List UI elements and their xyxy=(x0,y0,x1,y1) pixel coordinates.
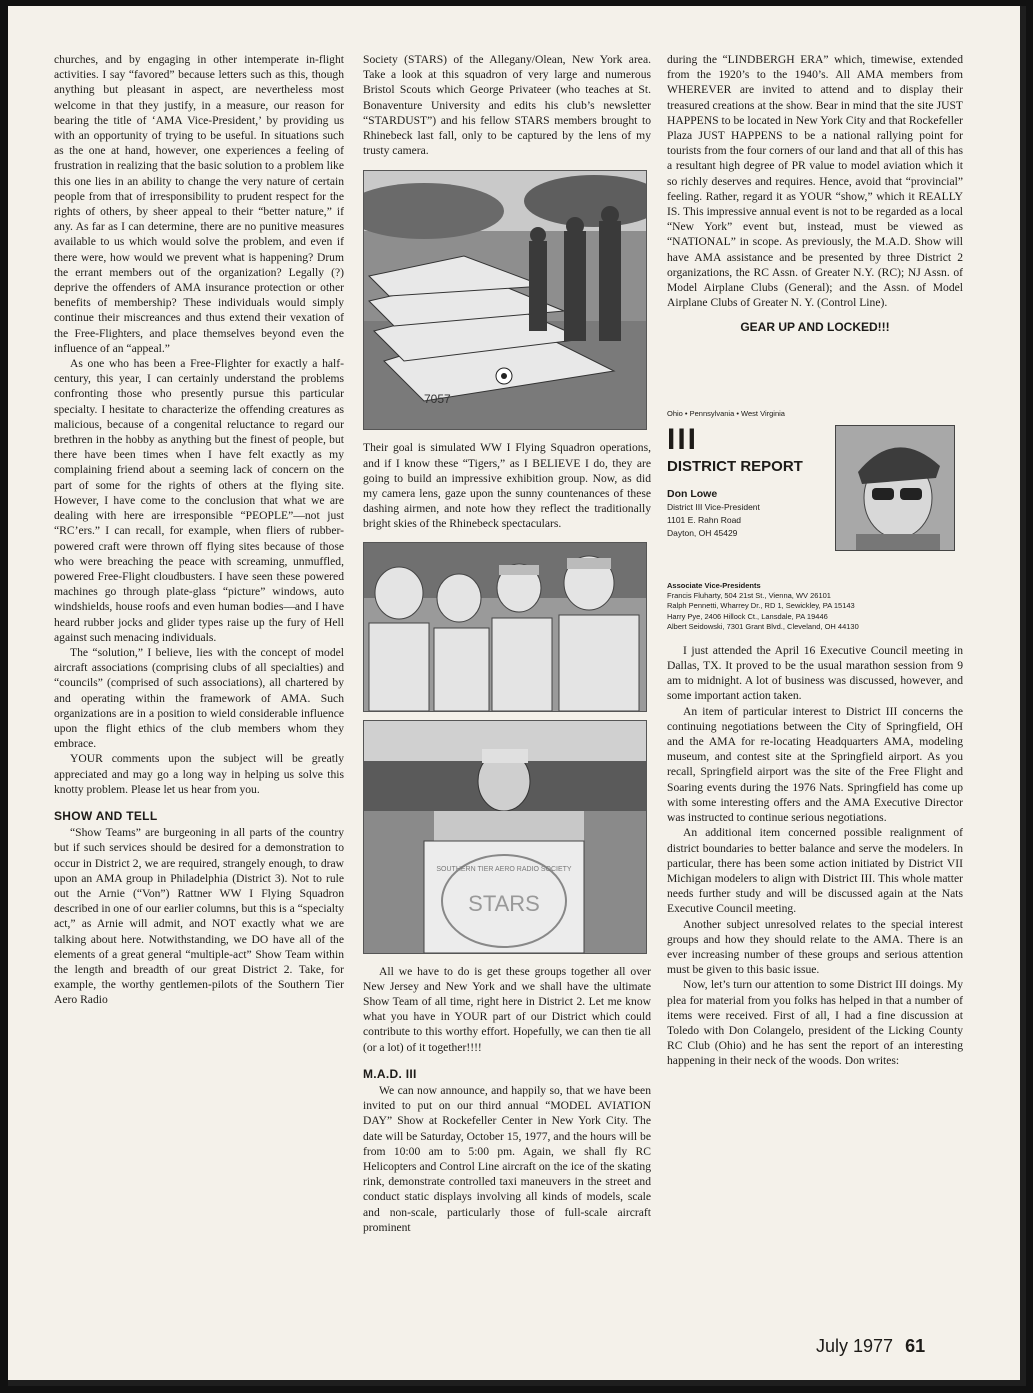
paragraph: An additional item concerned possible realignment of district boundaries to better balance and serve the modelers. In particular, there has been some action initiated by District VII Michigan modelers to align with District III. This whole matter needs further study and will be discussed again at the Nats Executive Council meeting. xyxy=(667,826,963,916)
paragraph: Another subject unresolved relates to the special interest groups and how they should relate to the AMA. There is an ever increasing number of these groups and serious attention must be given to this basic issue. xyxy=(667,917,963,977)
magazine-page xyxy=(8,6,1026,1386)
district-header xyxy=(667,422,963,575)
airplane-number: 7057 xyxy=(424,392,451,407)
issue-date: July 1977 xyxy=(816,1336,894,1356)
paragraph: All we have to do is get these groups together all over New Jersey and New York and we shall have the ultimate Show Team of all time, right here in District 2. Let me know what you have in YOUR part of our District which could contribute to this worthy effort. Hopefully, we can then tie all (or a lot) of it together!!!! xyxy=(363,964,651,1054)
page-number: 61 xyxy=(905,1336,926,1356)
section-heading: SHOW AND TELL xyxy=(54,808,158,823)
sign-ring-text: SOUTHERN TIER AERO RADIO SOCIETY xyxy=(436,865,572,873)
column-middle xyxy=(363,52,651,1235)
sign-text: STARS xyxy=(468,890,540,916)
associate-vp: Francis Fluharty, 504 21st St., Vienna, WV 26101 xyxy=(667,590,831,600)
district-title: DISTRICT REPORT xyxy=(667,457,803,475)
vp-address-1: 1101 E. Rahn Road xyxy=(667,515,742,526)
vp-address-2: Dayton, OH 45429 xyxy=(667,528,738,539)
associate-vps xyxy=(667,581,963,633)
paragraph: I just attended the April 16 Executive Council meeting in Dallas, TX. It proved to be the usual marathon session from 9 am to midnight. A lot of business was discussed, however, and some important action taken. xyxy=(667,643,963,703)
photo-caption: Their goal is simulated WW I Flying Squadron operations, and if I know these “Tigers,” as I BELIEVE I do, they are going to build an impressive exhibition group. Now, as did my camera lens, gaze upon the sunny countenances of these dashing airmen, and note how they reflect the traditionally bright skies of the Rhinebeck spectaculars. xyxy=(363,441,651,531)
photo-sign-image xyxy=(364,721,646,953)
photo-airplane-lineup xyxy=(363,170,647,430)
paragraph: during the “LINDBERGH ERA” which, timewise, extended from the 1920’s to the 1940’s. All AMA members from WHEREVER are invited to attend and to display their treasured creations at the show. Bear in mind that the site JUST HAPPENS to be located in New York City and that Rockefeller Plaza JUST HAPPENS to be a national rallying point for tourists from the four corners of our land and that all of this has a resultant high degree of PR value to model aviation which it so richly deserves and requires. Hence, avoid that “provincial” feeling. Rather, regard it as YOUR “show,” which it REALLY IS. This impressive annual event is not to be regarded as a local “New York” event but, instead, must be viewed as “NATIONAL” in scope. As previously, the M.A.D. Show will have AMA assistance and be presented by three District 2 organizations, the RC Assn. of Greater N.Y. (RC); NJ Assn. of Model Airplane Clubs (General); and the Assn. of Model Airplane Clubs of Greater N. Y. (Control Line). xyxy=(667,53,963,310)
associate-vp: Ralph Pennetti, Wharrey Dr., RD 1, Sewickley, PA 15143 xyxy=(667,601,855,611)
associate-vp: Harry Pye, 2406 Hillock Ct., Lansdale, PA 19446 xyxy=(667,611,828,621)
vp-title: District III Vice-President xyxy=(667,502,760,513)
paragraph: Now, let’s turn our attention to some District III doings. My plea for material from you folks has helped in that a number of items were received. First of all, I had a fine discussion at Toledo with Don Colangelo, president of the Licking County RC Club (Ohio) and he has sent the report of an interesting happening in their neck of the woods. Don writes: xyxy=(667,978,963,1068)
portrait-image xyxy=(836,426,954,550)
column-right xyxy=(667,52,963,1069)
paragraph: “Show Teams” are burgeoning in all parts of the country but if such services should be desired for a demonstration to occur in District 2, we are required, strangely enough, to draw upon an AMA group in Philadelphia (District 3). Not to rule out the Arnie (“Von”) Rattner WW I Flying Squadron described in one of our earlier columns, but this is a “specialty act,” as Arnie will admit, and NOT exactly what we are talking about here. Notwithstanding, we DO have all of the elements of a great general “multiple-act” Show Team within the length and breadth of our great District 2. Take, for example, the worthy gentlemen-pilots of the Southern Tier Aero Radio xyxy=(54,826,344,1007)
column-left xyxy=(54,52,344,1008)
paragraph: YOUR comments upon the subject will be greatly appreciated and may go a long way in helping us solve this knotty problem. Please let us hear from you. xyxy=(54,752,344,796)
photo-pilots-image xyxy=(364,543,646,711)
district-number: III xyxy=(667,422,699,456)
paragraph: We can now announce, and happily so, that we have been invited to put on our third annual “MODEL AVIATION DAY” Show at Rockefeller Center in New York City. The date will be Saturday, October 15, 1977, and the hours will be from 10:00 am to 5:00 pm. Again, we shall fly RC Helicopters and Control Line aircraft on the ice of the skating rink, demonstrate controlled taxi maneuvers in the street and conduct static displays involving all kinds of models, scale and non-scale, particularly those of full-scale aircraft prominent xyxy=(363,1084,651,1234)
paragraph: The “solution,” I believe, lies with the concept of model aircraft associations (comprising clubs of all specialties) and “councils” (comprised of such associations), all chartered by and operating within the framework of AMA. Such organizations are in a position to wield considerable influence upon the flight ethics of the club members whom they embrace. xyxy=(54,645,344,751)
photo-man-with-sign xyxy=(363,720,647,954)
vp-name: Don Lowe xyxy=(667,488,718,501)
paragraph: As one who has been a Free-Flighter for exactly a half-century, this year, I can certainly understand the problems confronting those who presently pursue this particular specialty. I hesitate to characterize the offending creatures as malicious, because of a congenital reluctance to regard our brethren in the hobby as anything but the finest of people, but there have been times when I have felt exactly as my complaining friend about a seeming lack of concern on the part of some for the rights of others at the flying site. However, I have come to the conclusion that what we are dealing with here are irresponsible “PEOPLE”—not just “RC’ers.” I can recall, for example, when fliers of rubber-powered craft were thrown off flying sites because of those who were breaching the peace with screaming, unmuffled, powered Free-Flight cloudbusters. I have seen these powered machines go through plate-glass “picture” windows, auto windshields, house roofs and even human bodies—and I have heard rubber jocks and glider types raise up the fury of Hell against such menacing individuals. xyxy=(54,357,344,644)
paragraph: Society (STARS) of the Allegany/Olean, New York area. Take a look at this squadron of very large and numerous Bristol Scouts which George Privateer (who teaches at St. Bonaventure University and edits his club’s newsletter “STARDUST”) and his fellow STARS members brought to Rhinebeck last fall, only to be captured by the lens of my trusty camera. xyxy=(363,53,651,158)
photo-group-pilots xyxy=(363,542,647,712)
photo-airplanes-image xyxy=(364,171,646,429)
district-states: Ohio • Pennsylvania • West Virginia xyxy=(667,408,785,418)
section-heading: M.A.D. III xyxy=(363,1066,417,1081)
paragraph: An item of particular interest to District III concerns the continuing negotiations between the City of Springfield, OH and the AMA for re-locating Headquarters AMA, modeling museum, and contest site at the Springfield airport. As you recall, Springfield airport was the site of the Free Flight and Soaring events during the 1976 Nats. Springfield has come up with some interesting offers and the AMA Executive Director was instructed to continue serious negotiations. xyxy=(667,704,963,825)
vp-portrait xyxy=(835,425,955,551)
associate-vp: Albert Seidowski, 7301 Grant Blvd., Cleveland, OH 44130 xyxy=(667,622,859,632)
closing-line: GEAR UP AND LOCKED!!! xyxy=(740,320,890,335)
page-footer xyxy=(816,1336,925,1357)
paragraph: churches, and by engaging in other intemperate in-flight activities. I say “favored” because letters such as this, though anything but pleasant in aspect, are nevertheless most welcome in that they justify, in a measure, our reason for bearing the title of ‘AMA Vice-President,’ by providing us with an opportunity of trying to be useful. In situations such as the one at hand, however, one experiences a feeling of frustration in realizing that the basic solution to a problem like this one lies in an ability to change the very nature of certain people from that of irresponsibility to prudent respect for the rights of others, by sheer appeal to their “better nature,” if any. As far as I can determine, there are no punitive measures available to us which would solve the problem, and even if there were, how would we prevent what is happening? Drum the errant members out of the organization? Legally (?) deprive the offenders of AMA insurance protection or other benefits of membership? These individuals would simply continue their miscreances and thus extend their vexation of the Free-Flighters, and place themselves beyond even the influence of an “appeal.” xyxy=(54,53,344,355)
associate-vps-title: Associate Vice-Presidents xyxy=(667,580,761,590)
